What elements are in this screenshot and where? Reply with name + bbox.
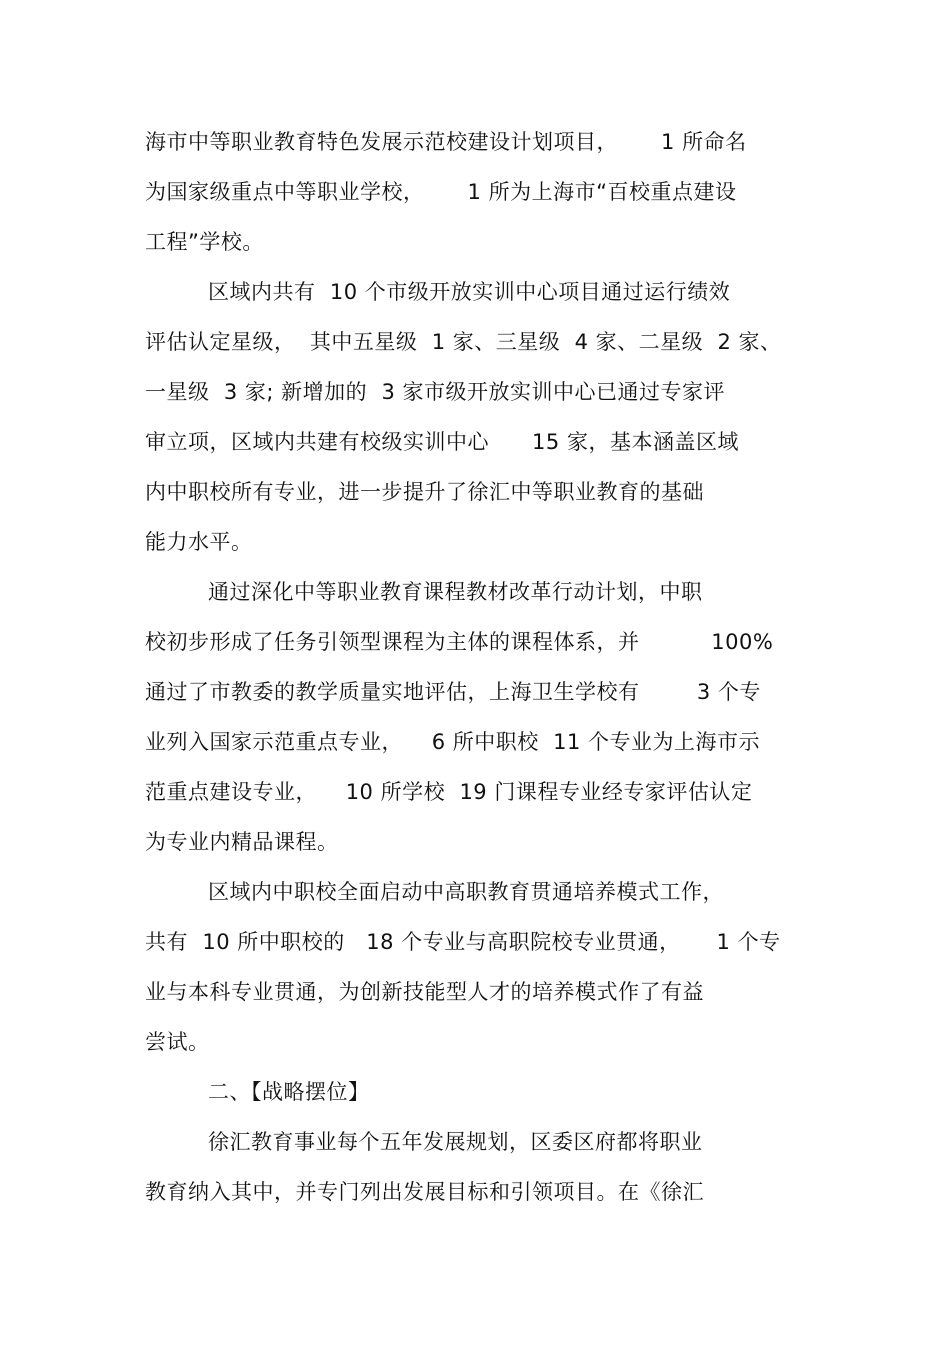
text-line: 为国家级重点中等职业学校， 1 所为上海市“百校重点建设 (145, 180, 737, 204)
text-line: 海市中等职业教育特色发展示范校建设计划项目， 1 所命名 (145, 130, 747, 154)
text-line: 教育纳入其中，并专门列出发展目标和引领项目。在《徐汇 (145, 1180, 704, 1204)
text-line: 共有 10 所中职校的 18 个专业与高职院校专业贯通， 1 个专 (145, 930, 781, 954)
section-heading: 二、【战略摆位】 (208, 1080, 370, 1104)
text-line: 一星级 3 家; 新增加的 3 家市级开放实训中心已通过专家评 (145, 380, 726, 404)
text-line: 校初步形成了任务引领型课程为主体的课程体系，并 100% (145, 630, 774, 654)
paragraph-start-line: 区域内中职校全面启动中高职教育贯通培养模式工作， (208, 880, 724, 904)
text-line: 业与本科专业贯通，为创新技能型人才的培养模式作了有益 (145, 980, 704, 1004)
text-line: 范重点建设专业， 10 所学校 19 门课程专业经专家评估认定 (145, 780, 753, 804)
text-line: 通过了市教委的教学质量实地评估，上海卫生学校有 3 个专 (145, 680, 761, 704)
text-line: 尝试。 (145, 1030, 210, 1054)
paragraph-start-line: 通过深化中等职业教育课程教材改革行动计划，中职 (208, 580, 703, 604)
text-line: 内中职校所有专业，进一步提升了徐汇中等职业教育的基础 (145, 480, 704, 504)
paragraph-start-line: 徐汇教育事业每个五年发展规划，区委区府都将职业 (208, 1130, 703, 1154)
text-line: 工程”学校。 (145, 230, 264, 254)
text-line: 能力水平。 (145, 530, 253, 554)
text-line: 业列入国家示范重点专业， 6 所中职校 11 个专业为上海市示 (145, 730, 760, 754)
paragraph-start-line: 区域内共有 10 个市级开放实训中心项目通过运行绩效 (208, 280, 731, 304)
text-line: 审立项，区域内共建有校级实训中心 15 家，基本涵盖区域 (145, 430, 739, 454)
text-line: 为专业内精品课程。 (145, 830, 339, 854)
text-line: 评估认定星级， 其中五星级 1 家、三星级 4 家、二星级 2 家、 (145, 330, 782, 354)
